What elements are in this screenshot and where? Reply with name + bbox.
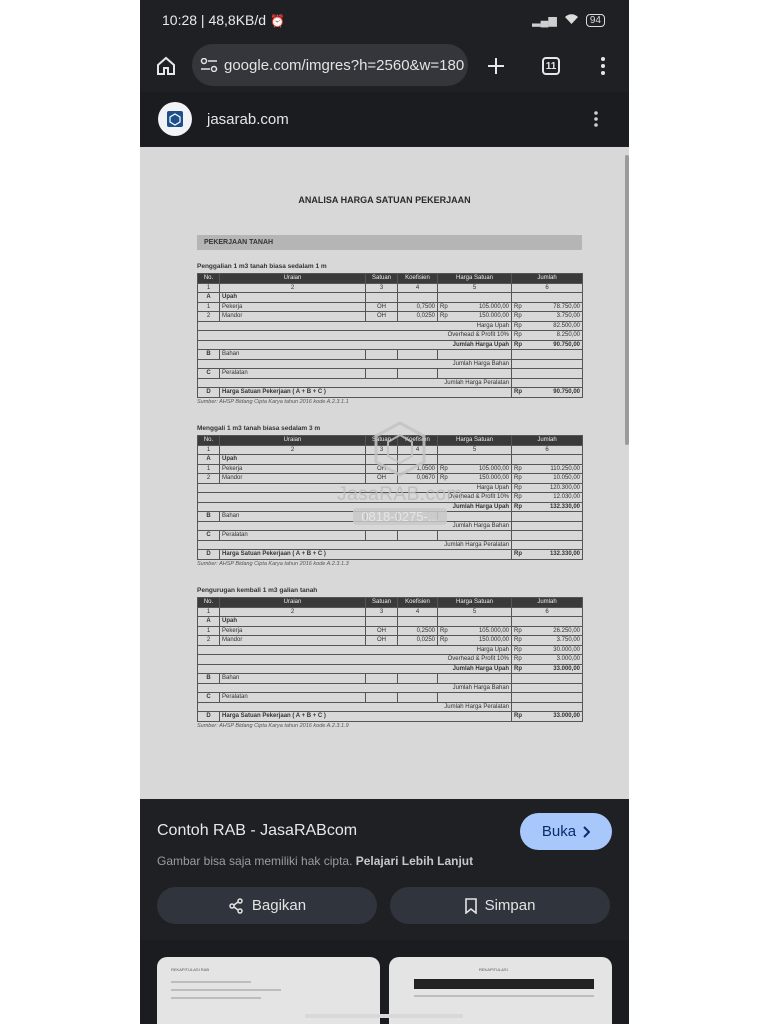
row-number: 2 xyxy=(198,636,220,646)
bookmark-icon xyxy=(465,898,477,914)
summary-amount: 132.330,00 xyxy=(549,503,580,510)
currency: Rp xyxy=(440,313,448,319)
table-row xyxy=(198,531,583,541)
image-info-panel xyxy=(140,800,629,940)
thumb-line xyxy=(171,989,281,991)
column-number-row xyxy=(198,283,583,293)
watermark-logo-icon xyxy=(370,419,430,479)
copyright-notice xyxy=(157,854,473,868)
unit-price-value: 150.000,00 xyxy=(478,637,509,643)
currency: Rp xyxy=(514,313,522,319)
table-header-row xyxy=(198,598,583,608)
currency: Rp xyxy=(514,627,522,634)
summary-row xyxy=(198,683,583,693)
total-row xyxy=(198,712,583,722)
total-amount: 132.330,00 xyxy=(549,551,580,557)
row-code: B xyxy=(198,512,220,522)
row-unit-price xyxy=(438,312,512,322)
summary-amount: 33.000,00 xyxy=(553,665,580,672)
table-row xyxy=(198,693,583,703)
amount-value: 26.250,00 xyxy=(553,627,580,634)
summary-row xyxy=(198,655,583,665)
row-label: Upah xyxy=(220,293,366,303)
summary-amount: 120.300,00 xyxy=(549,484,580,491)
new-tab-button[interactable] xyxy=(470,40,522,92)
block-caption: Pengurugan kembali 1 m3 galian tanah xyxy=(197,587,318,594)
analysis-block xyxy=(197,263,582,405)
currency: Rp xyxy=(514,503,522,510)
row-unit: OH xyxy=(366,626,398,636)
column-number: 4 xyxy=(398,445,438,455)
total-value xyxy=(512,550,583,560)
row-label: Peralatan xyxy=(220,693,366,703)
row-amount xyxy=(512,474,583,484)
image-preview[interactable] xyxy=(140,147,629,799)
column-header: Harga Satuan xyxy=(438,598,512,608)
summary-row xyxy=(198,645,583,655)
table-row xyxy=(198,626,583,636)
row-label: Peralatan xyxy=(220,369,366,379)
total-row xyxy=(198,388,583,398)
row-label: Bahan xyxy=(220,512,366,522)
tab-switcher-button[interactable] xyxy=(525,40,577,92)
summary-row xyxy=(198,331,583,341)
row-description: Pekerja xyxy=(220,464,366,474)
column-header: Jumlah xyxy=(512,274,583,284)
summary-row xyxy=(198,540,583,550)
document-title: ANALISA HARGA SATUAN PEKERJAAN xyxy=(298,195,471,205)
column-header: Koefisien xyxy=(398,436,438,446)
row-description: Pekerja xyxy=(220,626,366,636)
total-row xyxy=(198,550,583,560)
related-images xyxy=(140,940,629,1024)
row-unit: OH xyxy=(366,464,398,474)
thumb1-title: REKAPITULASI RAB xyxy=(171,967,210,972)
currency: Rp xyxy=(440,465,448,472)
column-number: 6 xyxy=(512,283,583,293)
source-site-bar[interactable] xyxy=(140,92,629,146)
status-speed: 48,8KB/d xyxy=(208,12,267,28)
block-caption: Penggalian 1 m3 tanah biasa sedalam 1 m xyxy=(197,263,327,270)
column-header: Satuan xyxy=(366,598,398,608)
column-number: 1 xyxy=(198,607,220,617)
summary-row xyxy=(198,664,583,674)
column-number: 4 xyxy=(398,607,438,617)
summary-value xyxy=(512,331,583,341)
summary-value xyxy=(512,655,583,665)
save-label: Simpan xyxy=(484,897,536,914)
home-icon xyxy=(155,55,177,77)
row-label: Upah xyxy=(220,455,366,465)
row-code: A xyxy=(198,293,220,303)
column-number: 3 xyxy=(366,607,398,617)
signal-icon: ▂▄▆ xyxy=(532,14,557,27)
row-number: 2 xyxy=(198,312,220,322)
row-amount xyxy=(512,464,583,474)
row-code: C xyxy=(198,369,220,379)
summary-row xyxy=(198,321,583,331)
status-time: 10:28 xyxy=(162,12,198,28)
column-number: 2 xyxy=(220,607,366,617)
currency: Rp xyxy=(514,475,522,481)
row-label: Upah xyxy=(220,617,366,627)
row-code: D xyxy=(198,388,220,398)
wifi-icon xyxy=(564,13,579,28)
row-coefficient: 0,0250 xyxy=(398,312,438,322)
summary-label: Harga Upah xyxy=(198,321,512,331)
table-row xyxy=(198,350,583,360)
summary-amount: 8.250,00 xyxy=(556,332,580,338)
currency: Rp xyxy=(440,627,448,634)
summary-label: Overhead & Profit 10% xyxy=(198,331,512,341)
copyright-text: Gambar bisa saja memiliki hak cipta. xyxy=(157,854,353,868)
row-unit-price xyxy=(438,302,512,312)
currency: Rp xyxy=(514,494,522,500)
column-header: Satuan xyxy=(366,274,398,284)
block-source: Sumber: AHSP Bidang Cipta Karya tahun 2016 kode A.2.3.1.9 xyxy=(197,722,349,729)
column-header: Uraian xyxy=(220,598,366,608)
table-row xyxy=(198,636,583,646)
column-header: No. xyxy=(198,598,220,608)
column-number: 6 xyxy=(512,607,583,617)
unit-price-value: 150.000,00 xyxy=(478,313,509,319)
amount-value: 10.050,00 xyxy=(553,475,580,481)
block-source: Sumber: AHSP Bidang Cipta Karya tahun 2016 kode A.2.3.1.1 xyxy=(197,398,349,405)
table-row xyxy=(198,617,583,627)
alarm-icon: ⏰ xyxy=(269,14,285,28)
home-button[interactable] xyxy=(140,40,192,92)
row-unit-price xyxy=(438,626,512,636)
row-code: D xyxy=(198,712,220,722)
summary-label: Overhead & Profit 10% xyxy=(198,655,512,665)
row-coefficient: 1,0500 xyxy=(398,464,438,474)
row-amount xyxy=(512,312,583,322)
currency: Rp xyxy=(514,341,522,348)
unit-price-value: 105.000,00 xyxy=(478,465,509,472)
table-header-row xyxy=(198,274,583,284)
table-row xyxy=(198,369,583,379)
row-unit: OH xyxy=(366,312,398,322)
summary-amount: 82.500,00 xyxy=(553,322,580,329)
block-caption: Menggali 1 m3 tanah biasa sedalam 3 m xyxy=(197,425,321,432)
unit-price-value: 105.000,00 xyxy=(478,627,509,634)
summary-amount: 30.000,00 xyxy=(553,646,580,653)
summary-label: Jumlah Harga Bahan xyxy=(198,359,512,369)
column-header: No. xyxy=(198,274,220,284)
currency: Rp xyxy=(440,637,448,643)
column-header: Koefisien xyxy=(398,274,438,284)
currency: Rp xyxy=(514,656,522,662)
total-amount: 90.750,00 xyxy=(553,389,580,395)
summary-row xyxy=(198,702,583,712)
row-coefficient: 0,0670 xyxy=(398,474,438,484)
open-button[interactable] xyxy=(520,813,612,850)
summary-label: Harga Upah xyxy=(198,483,512,493)
row-number: 1 xyxy=(198,626,220,636)
row-label: Bahan xyxy=(220,674,366,684)
unit-price-value: 150.000,00 xyxy=(478,475,509,481)
column-number: 2 xyxy=(220,283,366,293)
row-label: Peralatan xyxy=(220,531,366,541)
unit-price-value: 105.000,00 xyxy=(478,303,509,310)
summary-amount: 12.030,00 xyxy=(553,494,580,500)
row-unit: OH xyxy=(366,474,398,484)
row-code: C xyxy=(198,693,220,703)
column-number: 5 xyxy=(438,607,512,617)
currency: Rp xyxy=(514,713,522,719)
row-amount xyxy=(512,302,583,312)
column-header: Harga Satuan xyxy=(438,436,512,446)
column-header: Satuan xyxy=(366,436,398,446)
column-header: Jumlah xyxy=(512,598,583,608)
row-coefficient: 0,2500 xyxy=(398,626,438,636)
summary-value xyxy=(512,483,583,493)
browser-menu-button[interactable] xyxy=(577,40,629,92)
column-number: 5 xyxy=(438,283,512,293)
column-header: Harga Satuan xyxy=(438,274,512,284)
row-amount xyxy=(512,626,583,636)
learn-more-link[interactable]: Pelajari Lebih Lanjut xyxy=(355,854,474,868)
column-number: 3 xyxy=(366,445,398,455)
summary-value xyxy=(512,340,583,350)
address-bar[interactable] xyxy=(192,44,468,86)
share-icon xyxy=(228,898,244,914)
summary-value xyxy=(512,321,583,331)
row-unit: OH xyxy=(366,636,398,646)
summary-value xyxy=(512,502,583,512)
section-header: PEKERJAAN TANAH xyxy=(197,235,582,250)
save-button[interactable] xyxy=(390,887,610,924)
block-source: Sumber: AHSP Bidang Cipta Karya tahun 2016 kode A.2.3.1.3 xyxy=(197,560,349,567)
summary-label: Jumlah Harga Upah xyxy=(198,340,512,350)
site-logo xyxy=(158,102,192,136)
table-row xyxy=(198,302,583,312)
currency: Rp xyxy=(514,646,522,653)
total-label: Harga Satuan Pekerjaan ( A + B + C ) xyxy=(220,388,512,398)
summary-amount: 3.000,00 xyxy=(556,656,580,662)
currency: Rp xyxy=(514,551,522,557)
column-number: 4 xyxy=(398,283,438,293)
row-unit-price xyxy=(438,636,512,646)
share-button[interactable] xyxy=(157,887,377,924)
summary-row xyxy=(198,378,583,388)
share-label: Bagikan xyxy=(251,897,307,914)
column-header: Koefisien xyxy=(398,598,438,608)
chevron-right-icon xyxy=(582,826,590,838)
status-left: 10:28 | 48,8KB/d ⏰ xyxy=(162,12,285,28)
column-header: No. xyxy=(198,436,220,446)
total-value xyxy=(512,712,583,722)
site-name: jasarab.com xyxy=(207,110,289,128)
table-row xyxy=(198,312,583,322)
summary-label: Jumlah Harga Peralatan xyxy=(198,378,512,388)
column-number: 2 xyxy=(220,445,366,455)
table-row xyxy=(198,293,583,303)
column-number: 1 xyxy=(198,445,220,455)
status-bar xyxy=(140,0,629,40)
tab-count: 11 xyxy=(542,57,560,75)
row-number: 2 xyxy=(198,474,220,484)
battery-icon: 94 xyxy=(586,14,605,27)
row-code: A xyxy=(198,455,220,465)
analysis-block xyxy=(197,587,582,729)
amount-value: 110.250,00 xyxy=(550,465,580,472)
total-value xyxy=(512,388,583,398)
row-label: Bahan xyxy=(220,350,366,360)
column-number: 1 xyxy=(198,283,220,293)
amount-value: 78.750,00 xyxy=(553,303,580,310)
status-right xyxy=(532,13,605,28)
analysis-table xyxy=(197,597,583,722)
thumb-line xyxy=(171,981,251,983)
summary-value xyxy=(512,664,583,674)
summary-value xyxy=(512,493,583,503)
row-code: B xyxy=(198,350,220,360)
image-title: Contoh RAB - JasaRABcom xyxy=(157,822,358,839)
cube-logo-icon xyxy=(165,109,185,129)
watermark-phone: 0818-0275-... xyxy=(353,508,446,525)
currency: Rp xyxy=(514,637,522,643)
row-unit: OH xyxy=(366,302,398,312)
summary-amount: 90.750,00 xyxy=(553,341,580,348)
summary-row xyxy=(198,359,583,369)
plus-icon xyxy=(486,56,506,76)
column-header: Uraian xyxy=(220,274,366,284)
summary-label: Jumlah Harga Upah xyxy=(198,664,512,674)
thumb-line xyxy=(171,997,261,999)
more-vert-icon xyxy=(600,56,606,76)
row-code: D xyxy=(198,550,220,560)
currency: Rp xyxy=(514,665,522,672)
watermark xyxy=(305,419,495,526)
site-settings-icon[interactable] xyxy=(200,58,218,72)
row-amount xyxy=(512,636,583,646)
row-description: Pekerja xyxy=(220,302,366,312)
row-code: A xyxy=(198,617,220,627)
amount-value: 3.750,00 xyxy=(556,637,580,643)
row-description: Mandor xyxy=(220,636,366,646)
thumb2-title: REKAPITULASI xyxy=(479,967,508,972)
watermark-text: JasaRAB.com xyxy=(337,484,463,505)
analysis-table xyxy=(197,273,583,398)
row-coefficient: 0,0250 xyxy=(398,636,438,646)
column-number: 3 xyxy=(366,283,398,293)
currency: Rp xyxy=(514,389,522,395)
browser-toolbar xyxy=(140,40,629,92)
summary-value xyxy=(512,645,583,655)
currency: Rp xyxy=(440,475,448,481)
summary-label: Jumlah Harga Bahan xyxy=(198,683,512,693)
thumb-line xyxy=(414,995,594,997)
total-label: Harga Satuan Pekerjaan ( A + B + C ) xyxy=(220,712,512,722)
gesture-bar[interactable] xyxy=(305,1014,463,1018)
currency: Rp xyxy=(514,322,522,329)
summary-label: Jumlah Harga Peralatan xyxy=(198,702,512,712)
column-header: Jumlah xyxy=(512,436,583,446)
site-more-icon[interactable] xyxy=(593,110,599,128)
column-number: 6 xyxy=(512,445,583,455)
currency: Rp xyxy=(514,465,522,472)
row-number: 1 xyxy=(198,302,220,312)
row-description: Mandor xyxy=(220,312,366,322)
phone-screen xyxy=(140,0,629,1024)
summary-label: Overhead & Profit 10% xyxy=(198,493,512,503)
row-number: 1 xyxy=(198,464,220,474)
summary-label: Harga Upah xyxy=(198,645,512,655)
currency: Rp xyxy=(440,303,448,310)
column-number-row xyxy=(198,607,583,617)
summary-label: Jumlah Harga Upah xyxy=(198,502,512,512)
total-label: Harga Satuan Pekerjaan ( A + B + C ) xyxy=(220,550,512,560)
summary-label: Jumlah Harga Bahan xyxy=(198,521,512,531)
column-header: Uraian xyxy=(220,436,366,446)
open-label: Buka xyxy=(541,823,577,840)
currency: Rp xyxy=(514,303,522,310)
url-text: google.com/imgres?h=2560&w=180 xyxy=(224,56,465,74)
total-amount: 33.000,00 xyxy=(553,713,580,719)
summary-label: Jumlah Harga Peralatan xyxy=(198,540,512,550)
row-code: B xyxy=(198,674,220,684)
amount-value: 3.750,00 xyxy=(556,313,580,319)
currency: Rp xyxy=(514,332,522,338)
row-description: Mandor xyxy=(220,474,366,484)
currency: Rp xyxy=(514,484,522,491)
table-row xyxy=(198,674,583,684)
column-number: 5 xyxy=(438,445,512,455)
thumb-line xyxy=(414,979,594,989)
row-code: C xyxy=(198,531,220,541)
summary-row xyxy=(198,340,583,350)
row-coefficient: 0,7500 xyxy=(398,302,438,312)
